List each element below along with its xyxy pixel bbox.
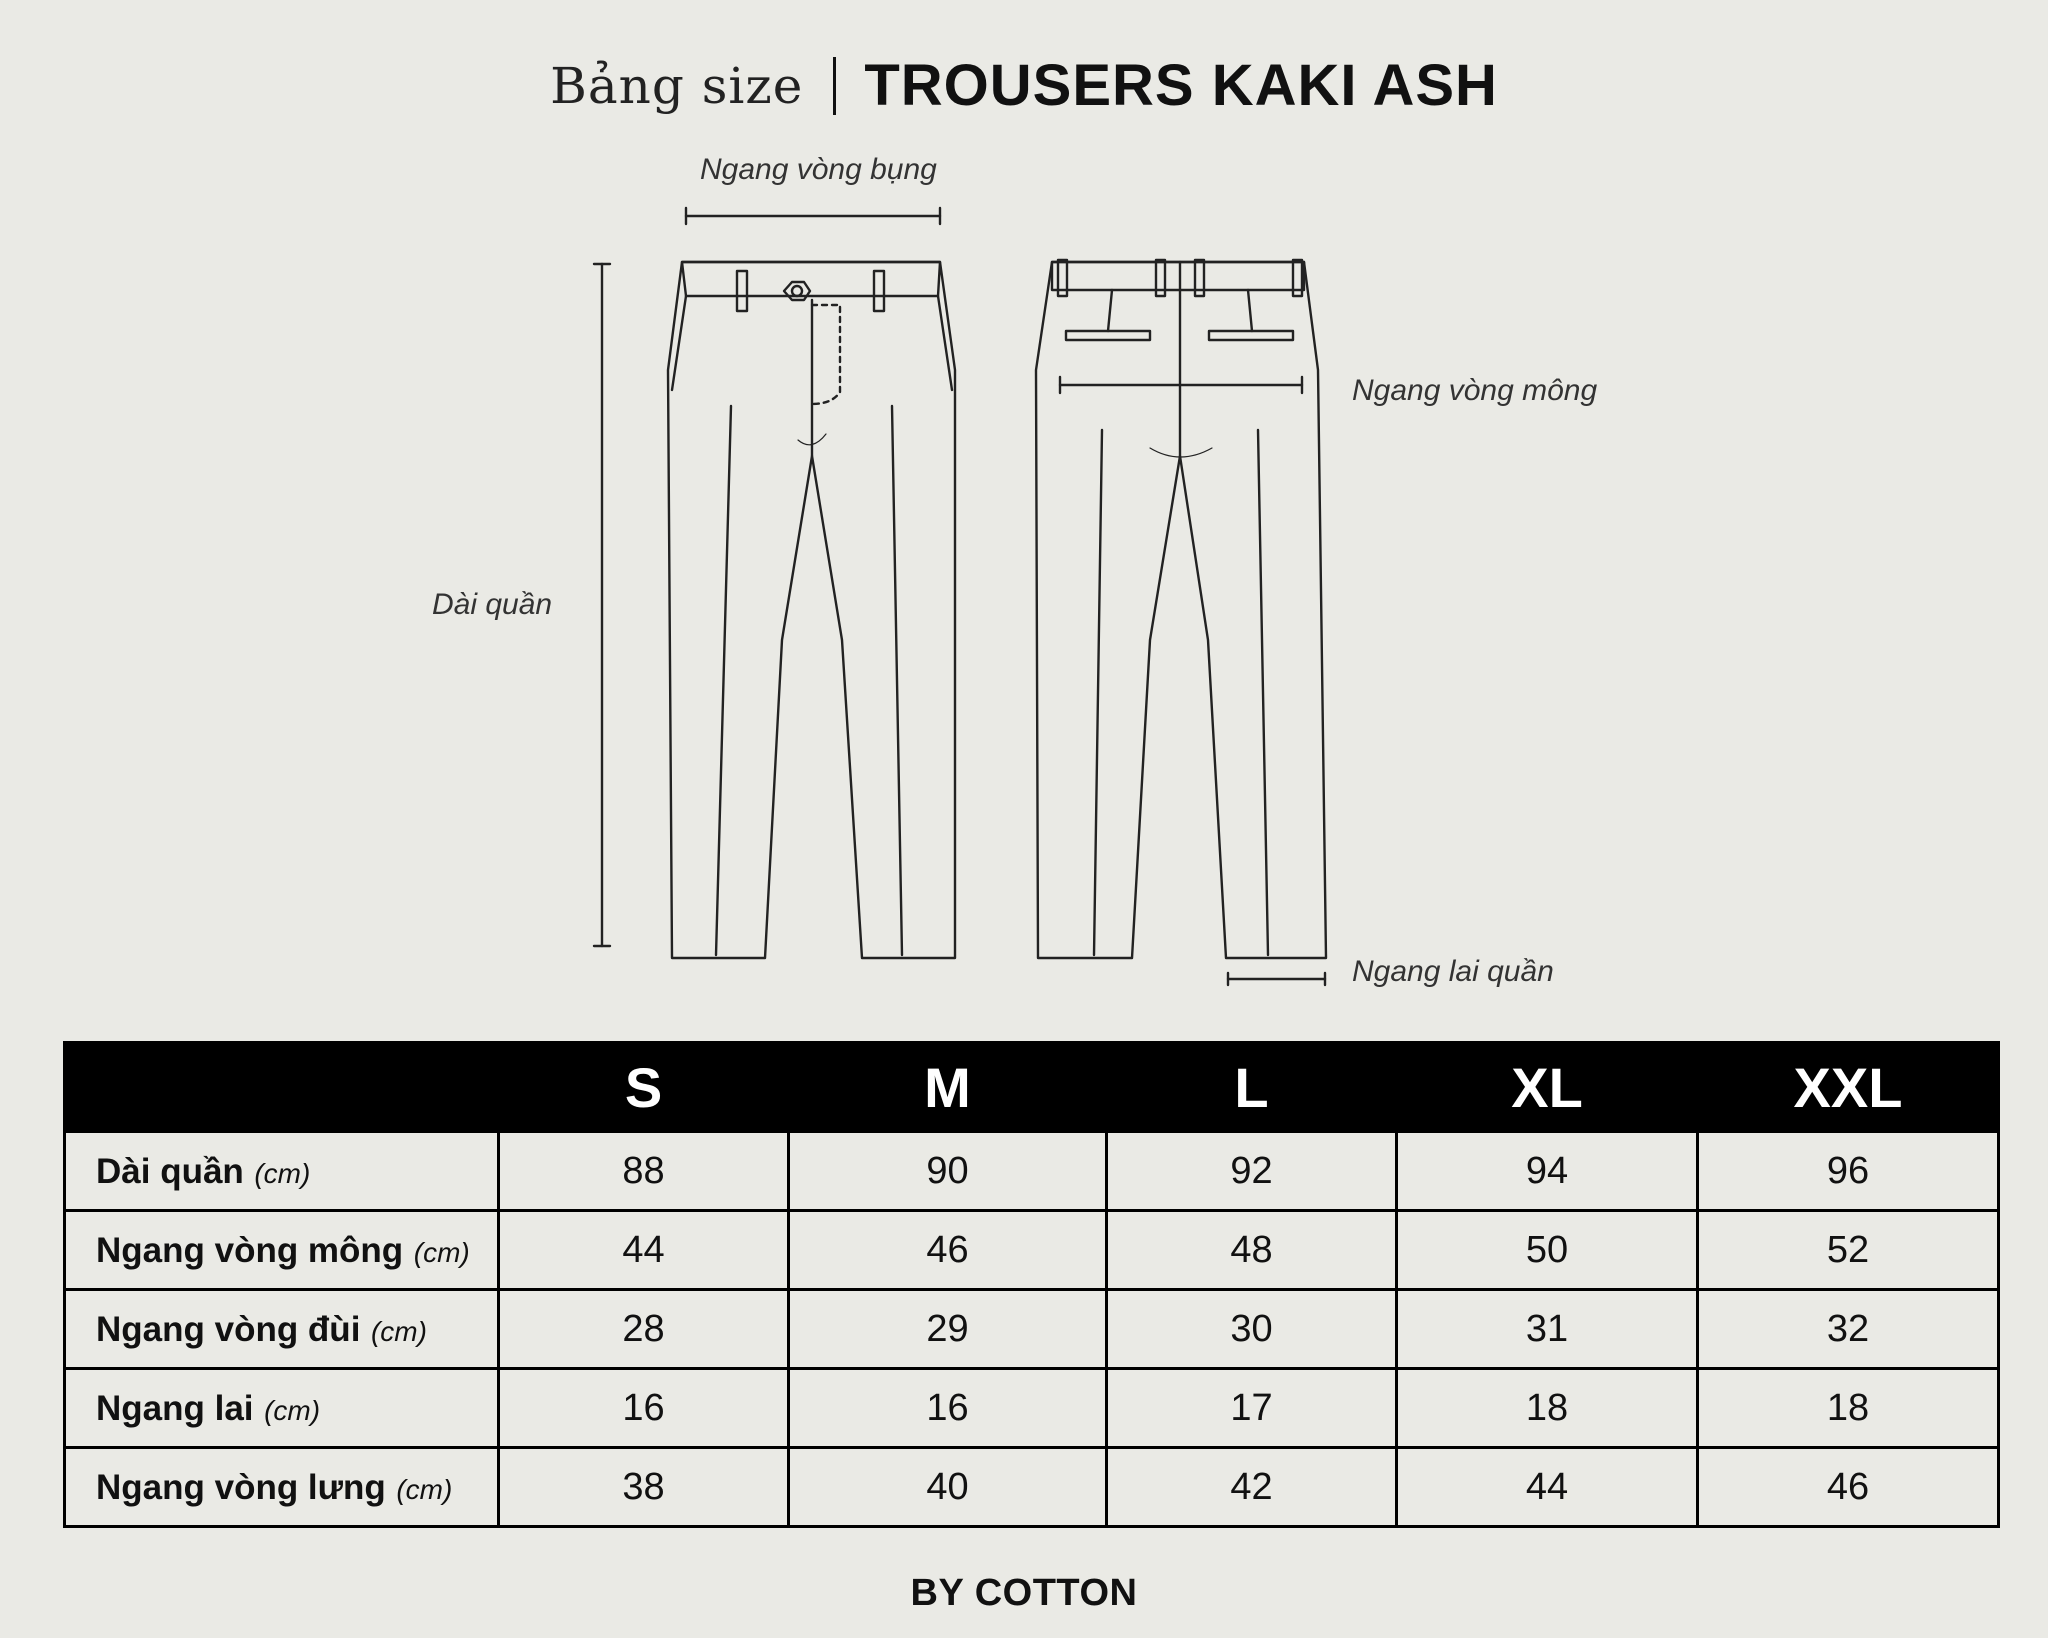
size-header: XL <box>1397 1043 1698 1132</box>
table-cell: 42 <box>1107 1448 1397 1527</box>
table-cell: 88 <box>499 1132 789 1211</box>
title-lead: Bảng size <box>550 56 804 115</box>
row-label <box>65 1290 499 1369</box>
table-row <box>65 1211 1999 1290</box>
measure-unit: (cm) <box>264 1394 321 1426</box>
hip-label: Ngang vòng mông <box>1352 374 1598 407</box>
table-cell: 30 <box>1107 1290 1397 1369</box>
table-cell: 18 <box>1397 1369 1698 1448</box>
table-cell: 17 <box>1107 1369 1397 1448</box>
table-cell: 94 <box>1397 1132 1698 1211</box>
table-cell: 44 <box>1397 1448 1698 1527</box>
size-header: L <box>1107 1043 1397 1132</box>
table-cell: 90 <box>789 1132 1107 1211</box>
length-label: Dài quần <box>432 588 553 621</box>
hem-label: Ngang lai quần <box>1352 955 1554 988</box>
table-cell: 16 <box>499 1369 789 1448</box>
table-cell: 48 <box>1107 1211 1397 1290</box>
waist-label: Ngang vòng bụng <box>700 153 937 186</box>
size-header: XXL <box>1698 1043 1999 1132</box>
table-row <box>65 1132 1999 1211</box>
table-cell: 46 <box>1698 1448 1999 1527</box>
table-cell: 29 <box>789 1290 1107 1369</box>
length-measure-line <box>594 264 610 946</box>
table-cell: 52 <box>1698 1211 1999 1290</box>
row-label <box>65 1448 499 1527</box>
measure-unit: (cm) <box>396 1473 453 1505</box>
measure-name: Ngang vòng mông <box>96 1230 404 1270</box>
table-cell: 50 <box>1397 1211 1698 1290</box>
table-cell: 40 <box>789 1448 1107 1527</box>
measure-name: Ngang vòng lưng <box>96 1467 386 1507</box>
row-label <box>65 1211 499 1290</box>
table-row <box>65 1369 1999 1448</box>
waist-measure-line <box>686 208 940 224</box>
hem-measure-line <box>1228 973 1325 985</box>
table-cell: 32 <box>1698 1290 1999 1369</box>
table-row <box>65 1448 1999 1527</box>
table-row <box>65 1290 1999 1369</box>
table-header-row <box>65 1043 1999 1132</box>
size-header: S <box>499 1043 789 1132</box>
table-cell: 44 <box>499 1211 789 1290</box>
trousers-front-view <box>668 262 955 958</box>
measure-unit: (cm) <box>413 1236 470 1268</box>
table-cell: 18 <box>1698 1369 1999 1448</box>
measure-unit: (cm) <box>254 1157 311 1189</box>
measure-unit: (cm) <box>370 1315 427 1347</box>
size-table <box>63 1041 2000 1528</box>
table-cell: 46 <box>789 1211 1107 1290</box>
measure-name: Ngang vòng đùi <box>96 1309 361 1349</box>
size-header: M <box>789 1043 1107 1132</box>
table-cell: 96 <box>1698 1132 1999 1211</box>
header-corner <box>65 1043 499 1132</box>
trousers-back-view <box>1036 260 1326 958</box>
row-label <box>65 1369 499 1448</box>
table-cell: 28 <box>499 1290 789 1369</box>
measure-name: Ngang lai <box>96 1388 254 1428</box>
table-cell: 38 <box>499 1448 789 1527</box>
table-cell: 16 <box>789 1369 1107 1448</box>
row-label <box>65 1132 499 1211</box>
product-name: TROUSERS KAKI ASH <box>864 53 1498 118</box>
brand-footer: BY COTTON <box>910 1572 1138 1614</box>
table-cell: 31 <box>1397 1290 1698 1369</box>
measure-name: Dài quần <box>96 1151 244 1191</box>
table-cell: 92 <box>1107 1132 1397 1211</box>
